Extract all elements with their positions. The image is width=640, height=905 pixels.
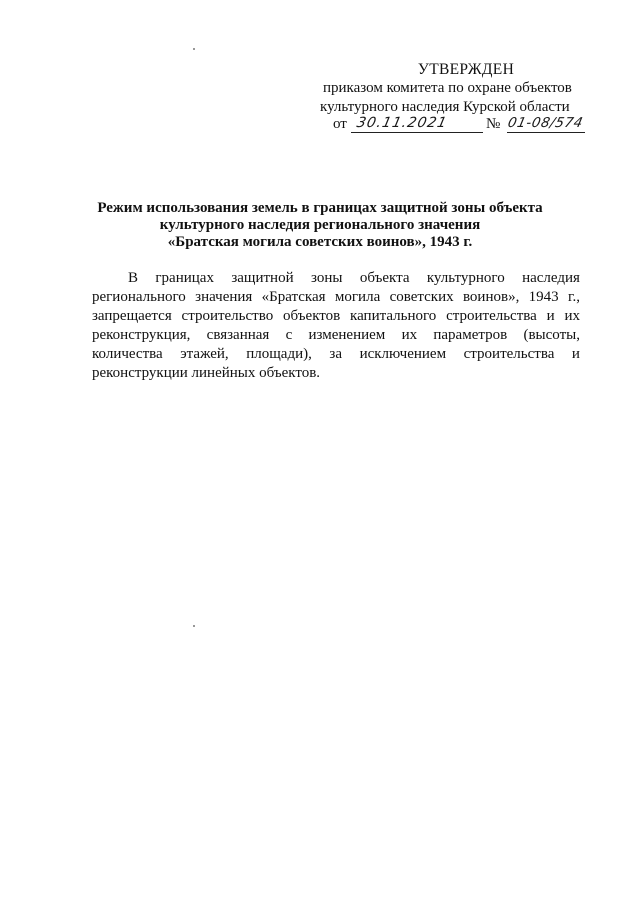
word: их [564, 308, 580, 324]
word: культурного [426, 270, 505, 286]
word: защитной [231, 270, 294, 286]
date-label: от [333, 116, 347, 132]
word: параметров [433, 327, 508, 343]
word: строительство [181, 308, 274, 324]
handwritten-number: 01-08/574 [506, 115, 585, 131]
body-paragraph [92, 269, 580, 383]
word: границах [155, 270, 214, 286]
word: реконструкция, [92, 327, 191, 343]
word: исключением [359, 346, 447, 362]
word: воинов», [462, 289, 520, 305]
word: капитального [350, 308, 437, 324]
approval-block [320, 60, 590, 117]
paragraph-line-1 [92, 269, 580, 288]
word: наследия [522, 270, 580, 286]
approval-title: УТВЕРЖДЕН [417, 61, 515, 78]
word: регионального [92, 289, 186, 305]
word: (высоты, [523, 327, 580, 343]
word: 1943 [528, 289, 559, 305]
word: строительства [463, 346, 555, 362]
word: изменением [308, 327, 386, 343]
document-heading [30, 200, 610, 251]
order-reference [333, 114, 593, 136]
scan-speck [193, 625, 195, 627]
word: их [401, 327, 418, 343]
word: «Братская [261, 289, 326, 305]
paragraph-line-4 [92, 326, 580, 345]
date-field [351, 114, 483, 133]
word: г., [568, 289, 580, 305]
word: могила [334, 289, 381, 305]
word: площади), [246, 346, 312, 362]
word: этажей, [180, 346, 229, 362]
heading-line-2: культурного наследия регионального значения [159, 217, 481, 233]
word: значения [195, 289, 253, 305]
word: с [285, 327, 293, 343]
paragraph-line-6: реконструкции линейных объектов. [92, 365, 321, 381]
paragraph-line-2 [92, 288, 580, 307]
word: связанная [206, 327, 270, 343]
word: строительства [446, 308, 537, 324]
number-field [507, 114, 585, 133]
heading-line-3: «Братская могила советских воинов», 1943 г. [167, 234, 473, 250]
approval-line-2: культурного наследия Курской области [320, 99, 570, 115]
approval-line-1: приказом комитета по охране объектов [323, 80, 572, 96]
scan-speck [193, 48, 195, 50]
paragraph-line-5 [92, 345, 580, 364]
word: и [546, 308, 555, 324]
word: за [329, 346, 343, 362]
word: советских [389, 289, 454, 305]
word: объектов [283, 308, 341, 324]
word: и [571, 346, 580, 362]
number-label: № [486, 116, 501, 132]
handwritten-date: 30.11.2021 [355, 115, 449, 131]
word: зоны [310, 270, 343, 286]
paragraph-line-3 [92, 307, 580, 326]
word: объекта [359, 270, 410, 286]
word: запрещается [92, 308, 172, 324]
word: количества [92, 346, 163, 362]
word: В [128, 270, 139, 286]
heading-line-1: Режим использования земель в границах защитной зоны объекта [97, 200, 543, 216]
